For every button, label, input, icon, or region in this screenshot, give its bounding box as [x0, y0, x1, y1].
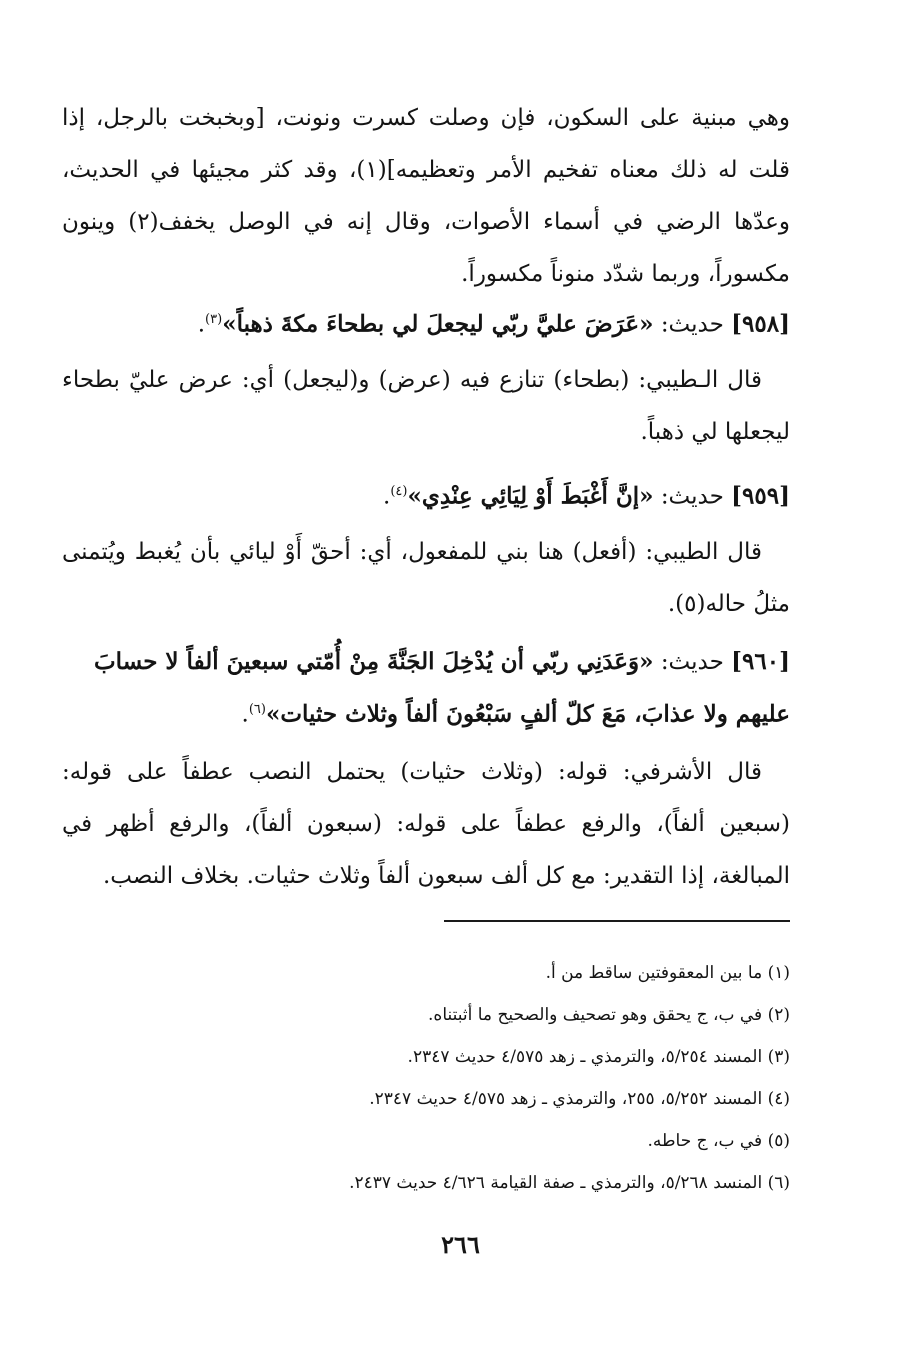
footnote-reference: (٤)	[390, 484, 408, 499]
hadith-958	[62, 296, 790, 349]
hadith-end: .	[241, 701, 249, 728]
footnote-4: (٤) المسند ٥/٢٥٢، ٢٥٥، والترمذي ـ زهد ٤/٥٧٥ حديث ٢٣٤٧.	[369, 1089, 790, 1109]
hadith-960	[62, 638, 790, 739]
footnote-reference: (٣)	[205, 312, 223, 327]
hadith-end: .	[383, 483, 391, 510]
hadith-label: حديث:	[660, 483, 724, 510]
footnote-separator	[444, 920, 790, 922]
footnote-5: (٥) في ب، ج حاطه.	[647, 1131, 790, 1151]
paragraph-bakhbakh: وهي مبنية على السكون، فإن وصلت كسرت ونونت، [وبخبخت بالرجل، إذا قلت له ذلك معناه تفخيم الأمر وتعظيمه](١)، وقد كثر مجيئها في الحديث، وعدّها الرضي في أسماء الأصوات، وقال إنه في الوصل يخفف(٢) وينون مكسوراً، وربما شدّد منوناً مكسوراً.	[62, 105, 790, 287]
hadith-number: [٩٥٨]	[731, 310, 790, 338]
paragraph-tibi-959	[62, 526, 790, 630]
hadith-number: [٩٦٠]	[731, 648, 790, 675]
paragraph-text: قال الـطيبي: (بطحاء) تنازع فيه (عرض) و(ليجعل) أي: عرض عليّ بطحاء ليجعلها لي ذهباً.	[62, 367, 790, 445]
hadith-959	[62, 468, 790, 521]
hadith-label: حديث:	[660, 649, 724, 675]
hadith-text: «عَرَضَ عليَّ ربّي ليجعلَ لي بطحاءَ مكةَ ذهباً»	[222, 310, 654, 338]
paragraph-text: قال الطيبي: (أفعل) هنا بني للمفعول، أي: أحقّ أَوْ ليائي بأن يُغبط ويُتمنى مثلُ حاله(٥).	[62, 539, 790, 617]
footnote-6: (٦) المنسد ٥/٢٦٨، والترمذي ـ صفة القيامة ٤/٦٢٦ حديث ٢٤٣٧.	[349, 1173, 790, 1193]
footnotes-list	[62, 952, 790, 1204]
paragraph-text: قال الأشرفي: قوله: (وثلاث حثيات) يحتمل النصب عطفاً على قوله: (سبعين ألفاً)، والرفع عطفاً على قوله: (سبعون ألفاً)، والرفع أظهر في المبالغة، إذا التقدير: مع كل ألف سبعون ألفاً وثلاث حثيات. بخلاف النصب.	[62, 759, 790, 889]
paragraph-ashrafi	[62, 746, 790, 902]
hadith-text: «إنَّ أَغْبَطَ أَوْ لِيَائِي عِنْدِي»	[407, 482, 654, 510]
paragraph-tibi-958	[62, 354, 790, 458]
footnote-1: (١) ما بين المعقوفتين ساقط من أ.	[545, 963, 790, 983]
footnote-3: (٣) المسند ٥/٢٥٤، والترمذي ـ زهد ٤/٥٧٥ حديث ٢٣٤٧.	[407, 1047, 790, 1067]
hadith-end: .	[197, 311, 206, 338]
page-number: ٢٦٦	[441, 1230, 480, 1259]
hadith-number: [٩٥٩]	[731, 482, 790, 510]
hadith-text: «وَعَدَنِي ربّي أن يُدْخِلَ الجَنَّةَ مِنْ أُمّتي سبعينَ ألفاً لا حسابَ عليهم ولا عذابَ، مَعَ كلّ ألفٍ سَبْعُونَ ألفاً وثلاث حثيات»	[94, 648, 790, 728]
hadith-label: حديث:	[660, 311, 724, 338]
footnote-2: (٢) في ب، ج يحقق وهو تصحيف والصحيح ما أثبتناه.	[428, 1005, 790, 1025]
footnote-reference: (٦)	[248, 702, 266, 717]
